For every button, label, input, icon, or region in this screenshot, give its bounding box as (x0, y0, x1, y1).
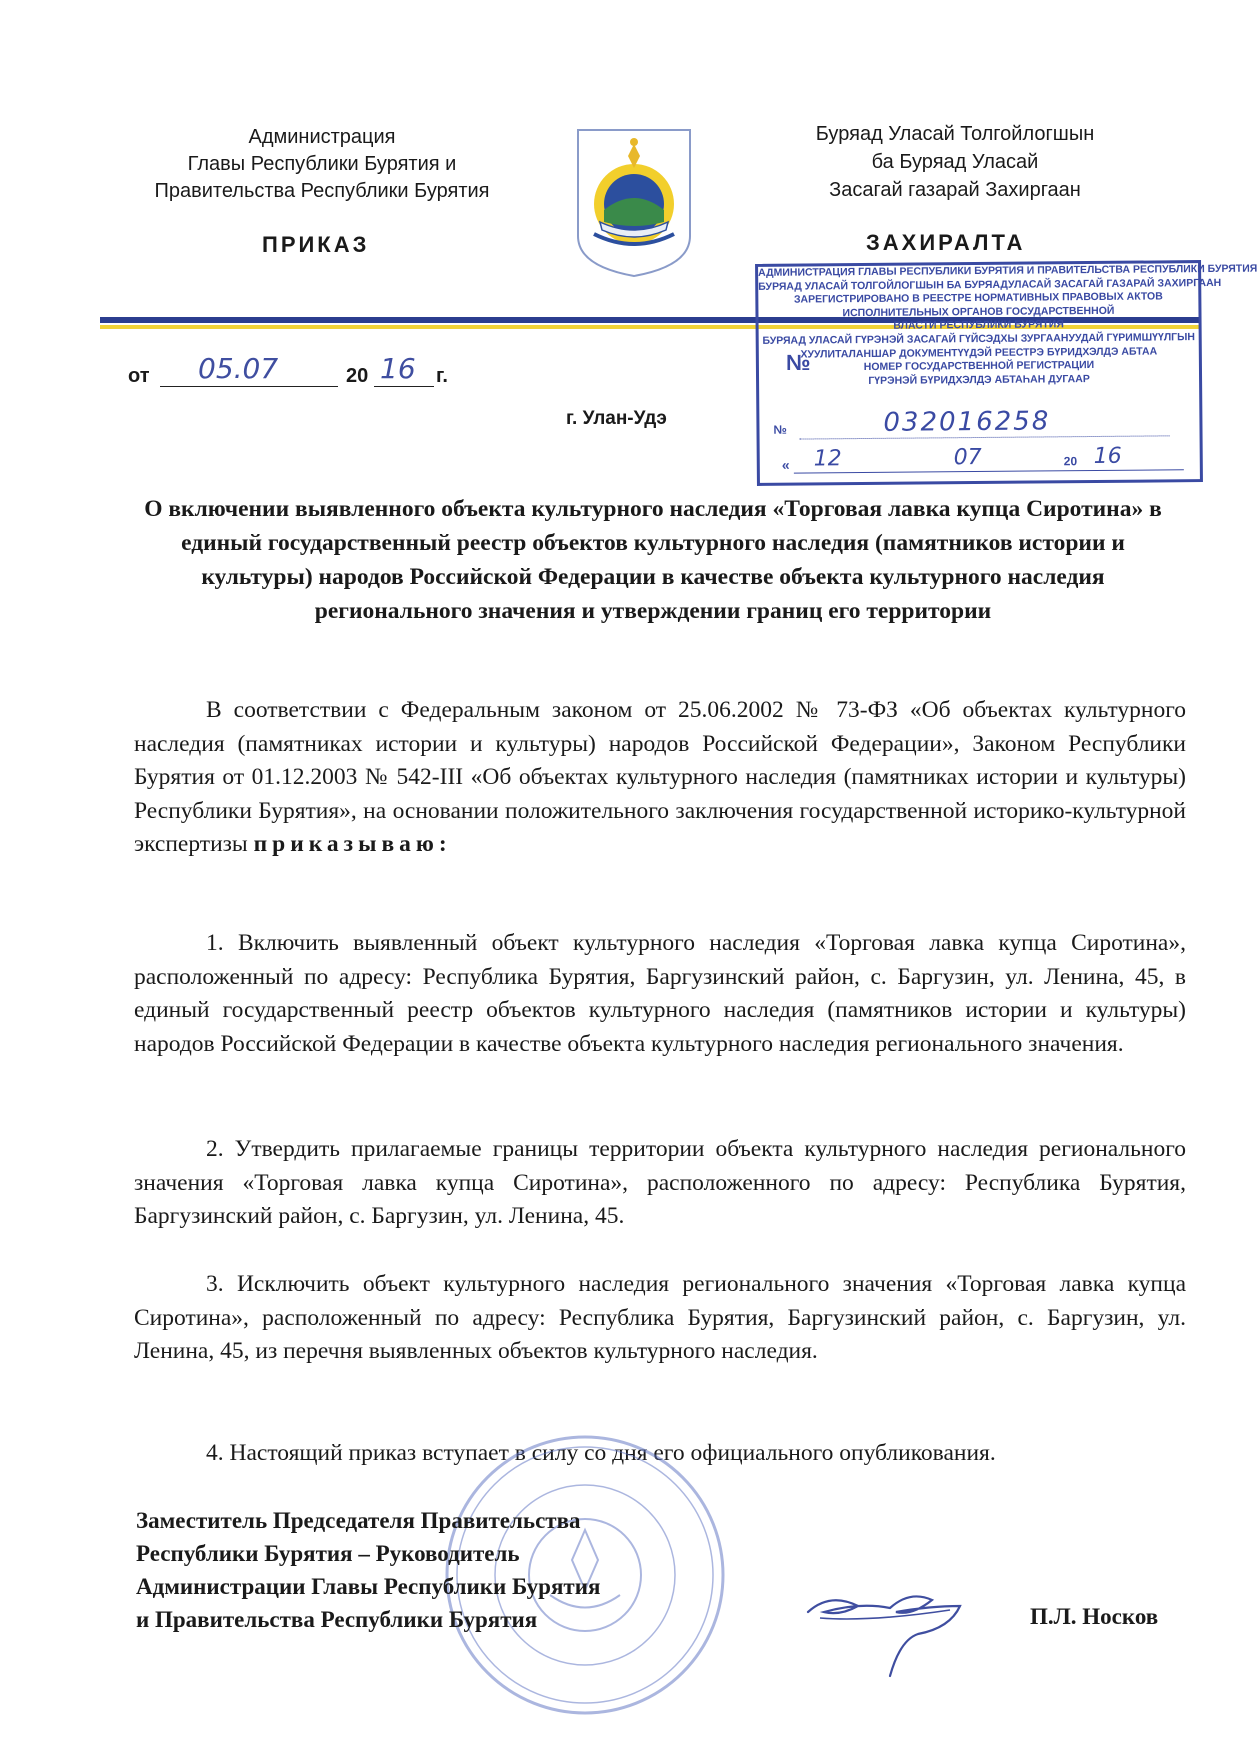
header-right-line-1: Буряад Уласай Толгойлогшын (815, 123, 1095, 145)
stamp-line-7: ХУУЛИТАЛАНШАР ДОКУМЕНТҮҮДЭЙ РЕЕСТРЭ БҮРИДХЭЛДЭ АБТАА (800, 345, 1158, 361)
header-right (770, 120, 1140, 204)
order-item-4-text: 4. Настоящий приказ вступает в силу со дня его официального опубликования. (206, 1440, 996, 1466)
order-item-1 (134, 927, 1186, 1061)
stamp-date-year: 16 (1093, 443, 1122, 470)
intro-paragraph (134, 694, 1186, 862)
registration-stamp (755, 260, 1258, 486)
handwritten-signature-icon (800, 1572, 1000, 1682)
coat-of-arms-icon (574, 126, 694, 278)
city: г. Улан-Удэ (566, 408, 667, 429)
position-line-2: Республики Бурятия – Руководитель (136, 1541, 520, 1566)
order-item-1-text: 1. Включить выявленный объект культурного наследия «Торговая лавка купца Сиротина», расположенный по адресу: Республика Бурятия, Баргузинский район, с. Баргузин, ул. Ленина, 45, в единый государственный реестр объектов культурного наследия (памятников истории и культуры) народов Российской Федерации в качестве объекта культурного наследия регионального значения. (134, 930, 1186, 1057)
header-left (112, 124, 532, 205)
date-suffix: г. (436, 365, 448, 387)
order-date (128, 352, 458, 392)
order-item-3 (134, 1268, 1186, 1369)
stamp-overlay-number: № (786, 350, 811, 375)
order-item-2-text: 2. Утвердить прилагаемые границы территории объекта культурного наследия регионального значения «Торговая лавка купца Сиротина», расположенного по адресу: Республика Бурятия, Баргузинский район, с. Баргузин, ул. Ленина, 45. (134, 1136, 1186, 1230)
date-underline (160, 386, 338, 387)
header-left-line-2: Главы Республики Бурятия и (187, 153, 457, 175)
order-item-2 (134, 1133, 1186, 1234)
stamp-line-3: ЗАРЕГИСТРИРОВАНО В РЕЕСТРЕ НОРМАТИВНЫХ ПРАВОВЫХ АКТОВ (793, 290, 1163, 306)
stamp-date-day: 12 (813, 446, 842, 472)
stamp-line-4: ИСПОЛНИТЕЛЬНЫХ ОРГАНОВ ГОСУДАРСТВЕННОЙ (842, 304, 1115, 319)
doctype-left: ПРИКАЗ (262, 232, 370, 257)
stamp-date-year-prefix: 20 (1063, 454, 1078, 469)
header-right-line-3: Засагай газарай Захиргаан (829, 179, 1081, 201)
intro-text: В соответствии с Федеральным законом от 25.06.2002 № 73-ФЗ «Об объектах культурного наследия (памятниках истории и культуры) народов Российской Федерации», Законом Республики Бурятия от 01.12.2003 № 542-III «Об объектах культурного наследия (памятниках истории и культуры) Республики Бурятия», на основании положительного заключения государственной историко-культурной экспертизы (134, 697, 1186, 858)
stamp-date-month: 07 (953, 444, 982, 471)
stamp-line-2: БУРЯАД УЛАСАЙ ТОЛГОЙЛОГШЫН БА БУРЯАДУЛАСАЙ ЗАСАГАЙ ГАЗАРАЙ ЗАХИРГААН (758, 276, 1222, 293)
year-underline (374, 386, 434, 387)
stamp-number-symbol: № (773, 422, 787, 437)
stamp-line-6: БУРЯАД УЛАСАЙ ГҮРЭНЭЙ ЗАСАГАЙ ГҮЙСЭДХЫ ЗУРГААНУУДАЙ ГҮРИМШҮҮЛГЫН (762, 331, 1196, 347)
doctype-right: ЗАХИРАЛТА (866, 230, 1026, 255)
order-command: приказываю: (253, 831, 452, 858)
stamp-line-1: АДМИНИСТРАЦИЯ ГЛАВЫ РЕСПУБЛИКИ БУРЯТИЯ И ПРАВИТЕЛЬСТВА РЕСПУБЛИКИ БУРЯТИЯ (758, 262, 1258, 279)
stamp-date-quote: « (781, 456, 790, 473)
header-right-line-2: ба Буряад Уласай (871, 151, 1039, 173)
date-handwritten-day-month: 05.07 (198, 352, 279, 385)
position-line-4: и Правительства Республики Бурятия (136, 1607, 538, 1632)
stamp-date-row (774, 443, 1184, 477)
date-handwritten-year: 16 (380, 352, 416, 385)
stamp-registration-number: 032016258 (883, 406, 1051, 438)
stamp-date-underline (794, 469, 1184, 473)
position-line-3: Администрации Главы Республики Бурятия (136, 1574, 601, 1599)
stamp-line-5: ВЛАСТИ РЕСПУБЛИКИ БУРЯТИЯ (893, 318, 1064, 333)
stamp-line-9: ГҮРЭНЭЙ БҮРИДХЭЛДЭ АБТАҺАН ДУГААР (868, 372, 1090, 387)
date-prefix: от (128, 365, 150, 387)
signature-block (136, 1504, 756, 1636)
stamp-number-row (773, 405, 1173, 442)
position-line-1: Заместитель Председателя Правительства (136, 1508, 581, 1533)
order-item-3-text: 3. Исключить объект культурного наследия регионального значения «Торговая лавка купца Сиротина», расположенный по адресу: Республика Бурятия, Баргузинский район, с. Баргузин, ул. Ленина, 45, из перечня выявленных объектов культурного наследия. (134, 1271, 1186, 1365)
document-title: О включении выявленного объекта культурного наследия «Торговая лавка купца Сиротина» в единый государственный реестр объектов культурного наследия (памятников истории и культуры) народов Российской Федерации в качестве объекта культурного наследия регионального значения и утверждении границ его территории (144, 496, 1162, 624)
header-left-line-1: Администрация (248, 126, 396, 148)
header-left-line-3: Правительства Республики Бурятия (154, 180, 490, 202)
signer-name: П.Л. Носков (1030, 1604, 1159, 1629)
date-year-prefix: 20 (346, 365, 369, 387)
stamp-line-8: НОМЕР ГОСУДАРСТВЕННОЙ РЕГИСТРАЦИИ (863, 359, 1095, 374)
